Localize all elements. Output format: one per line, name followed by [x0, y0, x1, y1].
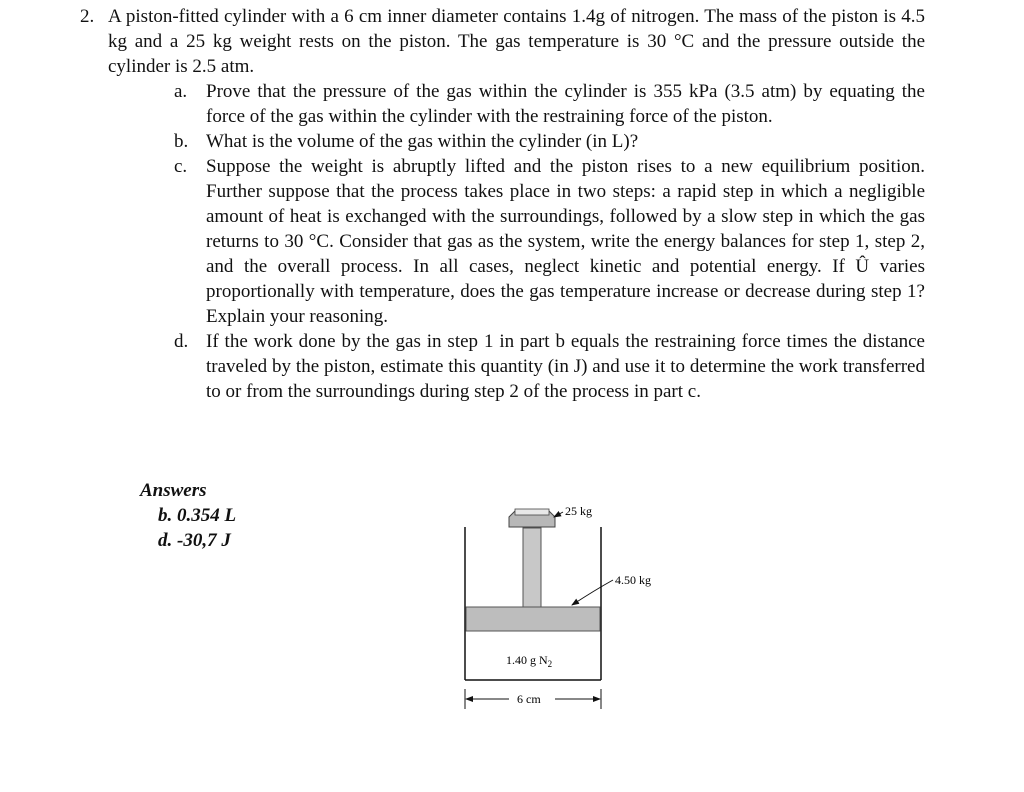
- part-b: [174, 129, 925, 154]
- part-text: Prove that the pressure of the gas within the cylinder is 355 kPa (3.5 atm) by equating the force of the gas within the cylinder with the restraining force of the piston.: [206, 81, 925, 127]
- part-label: c.: [174, 156, 188, 177]
- problem-parts: [80, 79, 925, 404]
- part-text: If the work done by the gas in step 1 in part b equals the restraining force times the distance traveled by the piston, estimate this quantity (in J) and use it to determine the work transferred to or from the surroundings during step 2 of the process in part c.: [206, 331, 925, 402]
- weight-arrow: [554, 512, 563, 517]
- piston-arrow: [572, 580, 613, 605]
- part-text: Suppose the weight is abruptly lifted and the piston rises to a new equilibrium position. Further suppose that the process takes place in two steps: a rapid step in which a negligible amount of heat is exchanged with the surroundings, followed by a slow step in which the gas returns to 30 °C. Consider that gas as the system, write the energy balances for step 1, step 2, and the overall process. In all cases, neglect kinetic and potential energy. If Û varies proportionally with temperature, does the gas temperature increase or decrease during step 1? Explain your reasoning.: [206, 156, 925, 327]
- piston-label: 4.50 kg: [615, 573, 651, 587]
- part-text: What is the volume of the gas within the cylinder (in L)?: [206, 131, 639, 152]
- piston-cylinder-figure: [455, 495, 685, 725]
- answer-b: b. 0.354 L: [158, 505, 237, 526]
- part-label: d.: [174, 331, 189, 352]
- part-label: b.: [174, 131, 189, 152]
- piston-cylinder-diagram: [455, 495, 685, 725]
- part-label: a.: [174, 81, 188, 102]
- part-c: [174, 154, 925, 329]
- part-a: [174, 79, 925, 129]
- answers-title: Answers: [140, 480, 207, 501]
- problem-statement: A piston-fitted cylinder with a 6 cm inner diameter contains 1.4g of nitrogen. The mass of the piston is 4.5 kg and a 25 kg weight rests on the piston. The gas temperature is 30 °C and the pressure outside the cylinder is 2.5 atm.: [108, 6, 925, 77]
- problem-number: 2.: [80, 6, 95, 27]
- answer-d: d. -30,7 J: [158, 530, 231, 551]
- gas-label: 1.40 g $N_2$: [506, 653, 553, 669]
- problem: [80, 4, 925, 404]
- piston-rod: [523, 528, 541, 607]
- diameter-label: 6 cm: [517, 692, 541, 706]
- answers-block: [140, 478, 236, 553]
- weight-label: 25 kg: [565, 504, 592, 518]
- piston: [466, 607, 600, 631]
- weight-top-highlight: [515, 509, 549, 515]
- part-d: [174, 329, 925, 404]
